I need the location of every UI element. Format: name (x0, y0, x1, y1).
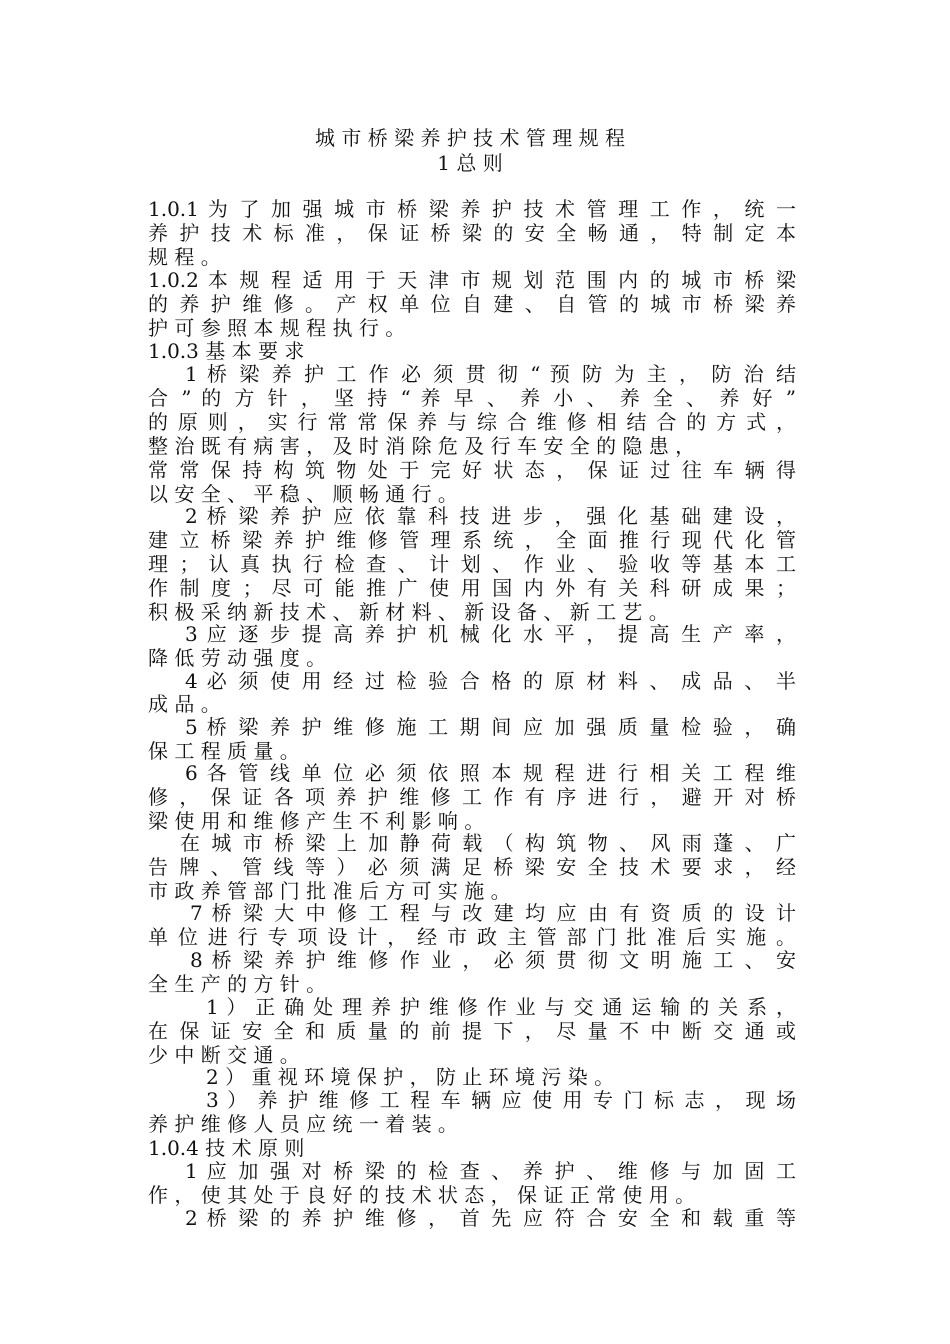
text-line: 在 保 证 安 全 和 质 量 的 前 提 下 ， 尽 量 不 中 断 交 通 或 (148, 1019, 796, 1043)
text-line: 的 养 护 维 修 。 产 权 单 位 自 建 、 自 管 的 城 市 桥 梁 养 (148, 292, 796, 316)
text-line: 成 品 。 (148, 692, 221, 716)
text-line: 以 安 全 、 平 稳 、 顺 畅 通 行 。 (148, 482, 458, 506)
text-line: 4 必 须 使 用 经 过 检 验 合 格 的 原 材 料 、 成 品 、 半 (185, 669, 796, 693)
text-line: 整 治 既 有 病 害 ， 及 时 消 除 危 及 行 车 安 全 的 隐 患 ， (148, 434, 696, 458)
text-line: 修 ， 保 证 各 项 养 护 维 修 工 作 有 序 进 行 ， 避 开 对 桥 (148, 785, 796, 809)
text-line: 的 原 则 ， 实 行 常 常 保 养 与 综 合 维 修 相 结 合 的 方 式 ， (148, 410, 796, 434)
text-line: 2 桥 梁 的 养 护 维 修 ， 首 先 应 符 合 安 全 和 载 重 等 (185, 1206, 796, 1230)
text-line: 1.0.2 本 规 程 适 用 于 天 津 市 规 划 范 围 内 的 城 市 桥 梁 (148, 268, 796, 292)
text-line: 全 生 产 的 方 针 。 (148, 972, 327, 996)
text-line: 1.0.1 为 了 加 强 城 市 桥 梁 养 护 技 术 管 理 工 作 ， 统 一 (148, 197, 796, 221)
text-line: 合 ” 的 方 针 ， 坚 持 “ 养 早 、 养 小 、 养 全 、 养 好 ” (148, 386, 796, 410)
text-line: 作 制 度 ； 尽 可 能 推 广 使 用 国 内 外 有 关 科 研 成 果 ； (148, 576, 796, 600)
text-line: 少 中 断 交 通 。 (148, 1043, 300, 1067)
text-line: 1.0.4 技 术 原 则 (148, 1136, 305, 1160)
text-line: 3 应 逐 步 提 高 养 护 机 械 化 水 平 ， 提 高 生 产 率 ， (185, 622, 796, 646)
text-line: 养 护 技 术 标 准 ， 保 证 桥 梁 的 安 全 畅 通 ， 特 制 定 本 (148, 221, 796, 245)
text-line: 告 牌 、 管 线 等 ） 必 须 满 足 桥 梁 安 全 技 术 要 求 ， 经 (148, 855, 796, 879)
text-line: 规 程 。 (148, 245, 221, 269)
text-line: 保 工 程 质 量 。 (148, 739, 300, 763)
text-line: 7 桥 梁 大 中 修 工 程 与 改 建 均 应 由 有 资 质 的 设 计 (190, 901, 796, 925)
text-line: 1 桥 梁 养 护 工 作 必 须 贯 彻 “ 预 防 为 主 ， 防 治 结 (185, 362, 796, 386)
text-line: 养 护 维 修 人 员 应 统 一 着 装 。 (148, 1112, 458, 1136)
text-line: 降 低 劳 动 强 度 。 (148, 646, 327, 670)
text-line: 1 ） 正 确 处 理 养 护 维 修 作 业 与 交 通 运 输 的 关 系 ， (206, 995, 796, 1019)
text-line: 常 常 保 持 构 筑 物 处 于 完 好 状 态 ， 保 证 过 往 车 辆 得 (148, 458, 796, 482)
text-line: 6 各 管 线 单 位 必 须 依 照 本 规 程 进 行 相 关 工 程 维 (185, 761, 796, 785)
text-line: 3 ） 养 护 维 修 工 程 车 辆 应 使 用 专 门 标 志 ， 现 场 (206, 1088, 796, 1112)
text-line: 1 应 加 强 对 桥 梁 的 检 查 、 养 护 、 维 修 与 加 固 工 (185, 1159, 796, 1183)
text-line: 8 桥 梁 养 护 维 修 作 业 ， 必 须 贯 彻 文 明 施 工 、 安 (190, 948, 796, 972)
text-line: 建 立 桥 梁 养 护 维 修 管 理 系 统 ， 全 面 推 行 现 代 化 管 (148, 528, 796, 552)
text-line: 理 ； 认 真 执 行 检 查 、 计 划 、 作 业 、 验 收 等 基 本 工 (148, 552, 796, 576)
text-line: 作 ， 使 其 处 于 良 好 的 技 术 状 态 ， 保 证 正 常 使 用 。 (148, 1183, 696, 1207)
text-line: 5 桥 梁 养 护 维 修 施 工 期 间 应 加 强 质 量 检 验 ， 确 (185, 715, 796, 739)
text-line: 1.0.3 基 本 要 求 (148, 339, 305, 363)
chapter-heading: 1 总 则 (437, 151, 503, 175)
text-line: 市 政 养 管 部 门 批 准 后 方 可 实 施 。 (148, 879, 511, 903)
text-line: 单 位 进 行 专 项 设 计 ， 经 市 政 主 管 部 门 批 准 后 实 施 。 (148, 925, 796, 949)
text-line: 梁 使 用 和 维 修 产 生 不 利 影 响 。 (148, 809, 485, 833)
text-line: 护 可 参 照 本 规 程 执 行 。 (148, 316, 406, 340)
text-line: 2 ） 重 视 环 境 保 护 ， 防 止 环 境 污 染 。 (206, 1065, 615, 1089)
document-title: 城 市 桥 梁 养 护 技 术 管 理 规 程 (315, 126, 625, 150)
text-line: 2 桥 梁 养 护 应 依 靠 科 技 进 步 ， 强 化 基 础 建 设 ， (185, 504, 796, 528)
text-line: 积 极 采 纳 新 技 术 、 新 材 料 、 新 设 备 、 新 工 艺 。 (148, 600, 669, 624)
text-line: 在 城 市 桥 梁 上 加 静 荷 载 （ 构 筑 物 、 风 雨 蓬 、 广 (180, 831, 796, 855)
